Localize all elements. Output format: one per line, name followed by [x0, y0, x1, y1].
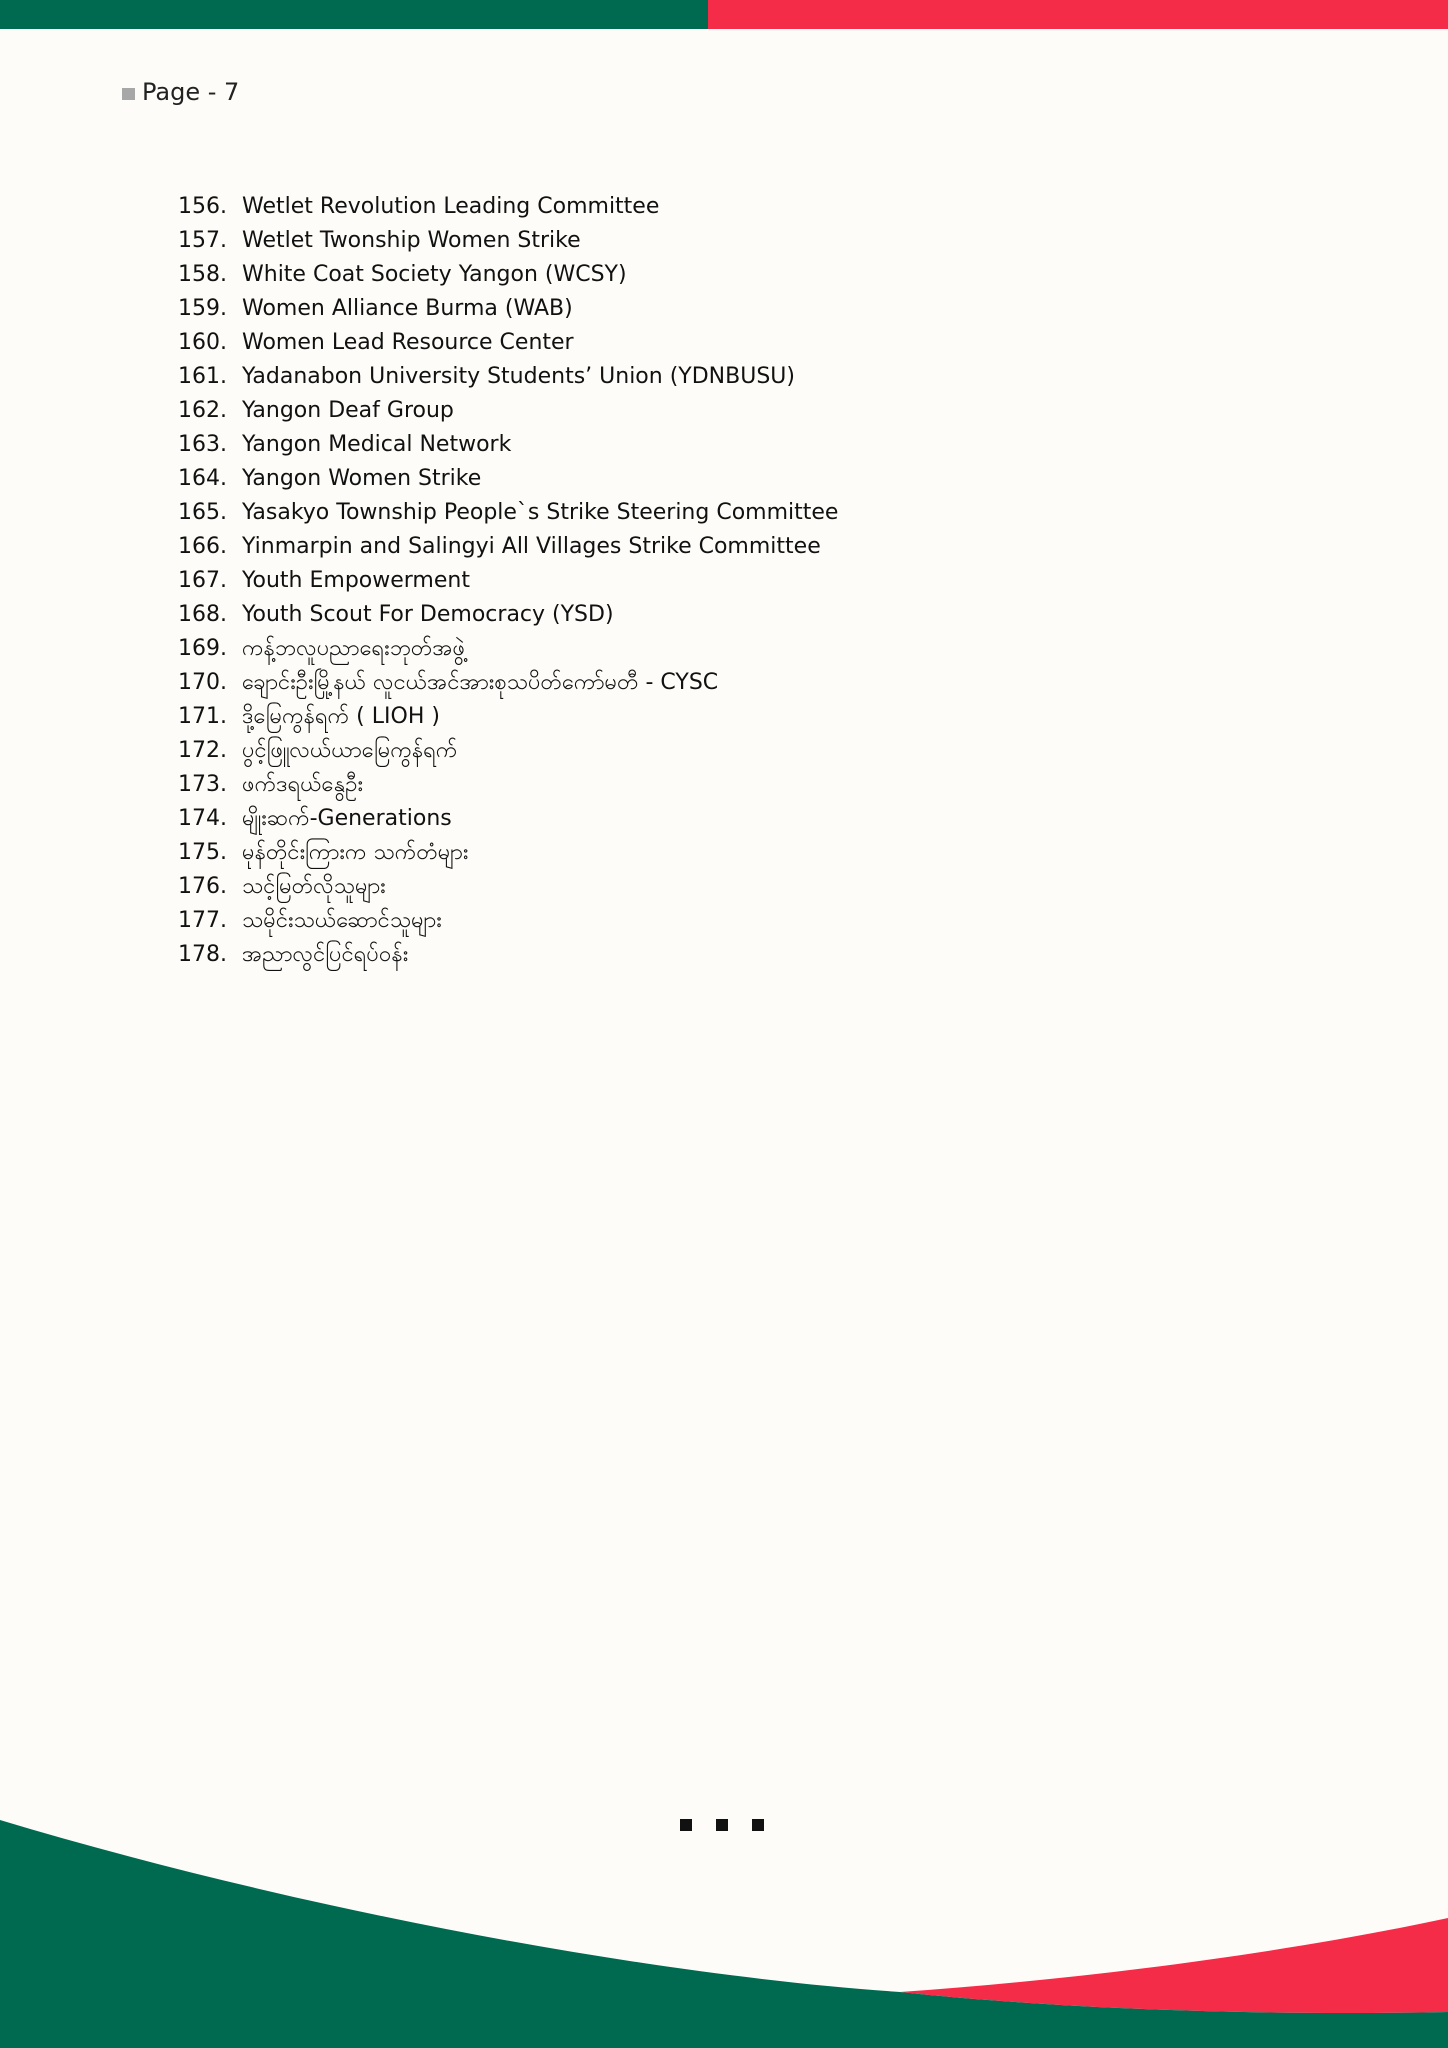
list-item-number: 160. — [178, 330, 227, 355]
list-item — [178, 530, 838, 564]
list-item-text: ပွင့်ဖြူလယ်ယာမြေကွန်ရက် — [242, 738, 458, 763]
list-item — [178, 462, 838, 496]
list-item — [178, 360, 838, 394]
list-item — [178, 904, 838, 938]
list-item — [178, 802, 838, 836]
list-item-text: ဖက်ဒရယ်နွေဦး — [242, 772, 364, 797]
list-item — [178, 564, 838, 598]
list-item-text: Wetlet Revolution Leading Committee — [242, 194, 660, 219]
list-item-text: Women Lead Resource Center — [242, 330, 574, 355]
bottom-wave-decoration — [0, 1800, 1448, 2048]
list-item-text: Youth Scout For Democracy (YSD) — [242, 602, 614, 627]
list-item-number: 165. — [178, 500, 227, 525]
list-item — [178, 700, 838, 734]
list-item — [178, 734, 838, 768]
list-item-number: 170. — [178, 670, 227, 695]
list-item — [178, 836, 838, 870]
list-item-text: Yangon Deaf Group — [242, 398, 454, 423]
list-item-text: ချောင်းဦးမြို့နယ် လူငယ်အင်အားစုသပိတ်ကော်မတီ - CYSC — [242, 670, 719, 695]
list-item-number: 177. — [178, 908, 227, 933]
list-item-number: 176. — [178, 874, 227, 899]
list-item-text: Women Alliance Burma (WAB) — [242, 296, 573, 321]
list-item — [178, 768, 838, 802]
list-item-number: 173. — [178, 772, 227, 797]
list-item-number: 178. — [178, 942, 227, 967]
list-item-text: ဒို့မြေကွန်ရက် ( LIOH ) — [242, 704, 440, 729]
list-item-text: အညာလွင်ပြင်ရပ်ဝန်း — [242, 942, 409, 967]
list-item-number: 167. — [178, 568, 227, 593]
list-item-number: 172. — [178, 738, 227, 763]
list-item — [178, 292, 838, 326]
list-item-number: 169. — [178, 636, 227, 661]
list-item-text: မုန်တိုင်းကြားက သက်တံများ — [242, 840, 469, 865]
list-item — [178, 394, 838, 428]
list-item-number: 156. — [178, 194, 227, 219]
list-item-number: 161. — [178, 364, 227, 389]
list-item — [178, 938, 838, 972]
list-item — [178, 632, 838, 666]
list-item-number: 159. — [178, 296, 227, 321]
list-item-text: Wetlet Twonship Women Strike — [242, 228, 581, 253]
list-item — [178, 428, 838, 462]
list-item — [178, 326, 838, 360]
list-item — [178, 190, 838, 224]
list-item-number: 164. — [178, 466, 227, 491]
list-item-number: 158. — [178, 262, 227, 287]
list-item-text: Yinmarpin and Salingyi All Villages Strike Committee — [242, 534, 821, 559]
red-wave-shape — [900, 1918, 1448, 2013]
list-item-number: 175. — [178, 840, 227, 865]
list-item-number: 166. — [178, 534, 227, 559]
list-item — [178, 224, 838, 258]
list-item-text: သမိုင်းသယ်ဆောင်သူများ — [242, 908, 442, 933]
page-number-text: Page - 7 — [142, 78, 240, 106]
list-item-text: Yangon Women Strike — [242, 466, 482, 491]
top-bar-green — [0, 0, 708, 29]
page-label — [122, 78, 239, 106]
organization-list — [178, 190, 838, 972]
list-item-text: White Coat Society Yangon (WCSY) — [242, 262, 627, 287]
square-bullet-icon — [122, 88, 135, 100]
list-item — [178, 870, 838, 904]
list-item-number: 171. — [178, 704, 227, 729]
list-item-text: Yangon Medical Network — [242, 432, 512, 457]
list-item — [178, 496, 838, 530]
list-item-number: 174. — [178, 806, 227, 831]
list-item-text: ကန့်ဘလူပညာရေးဘုတ်အဖွဲ့ — [242, 636, 466, 661]
list-item-text: Youth Empowerment — [242, 568, 470, 593]
green-wave-shape — [0, 1820, 900, 2048]
list-item-number: 168. — [178, 602, 227, 627]
list-item-text: သင့်မြတ်လိုသူများ — [242, 874, 386, 899]
list-item-number: 157. — [178, 228, 227, 253]
list-item — [178, 666, 838, 700]
list-item-text: Yadanabon University Students’ Union (YDNBUSU) — [242, 364, 795, 389]
list-item-number: 162. — [178, 398, 227, 423]
top-bar-red — [708, 0, 1448, 29]
list-item-text: မျိုးဆက်-Generations — [242, 806, 452, 831]
list-item-number: 163. — [178, 432, 227, 457]
list-item — [178, 598, 838, 632]
list-item — [178, 258, 838, 292]
list-item-text: Yasakyo Township People`s Strike Steering Committee — [242, 500, 839, 525]
